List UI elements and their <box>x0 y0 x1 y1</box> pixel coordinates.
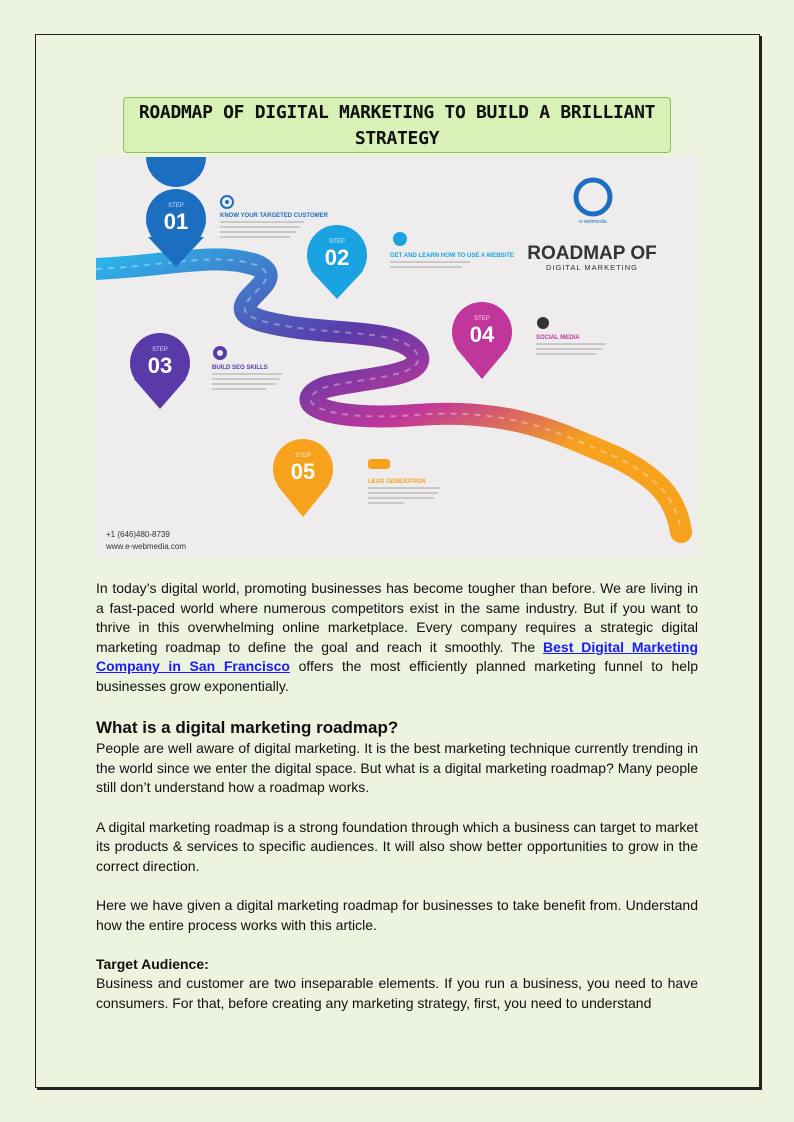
paragraph: A digital marketing roadmap is a strong foundation through which a business can target to market its products & services to specific audiences. It will also show better opportunities to grow in the correct direction. <box>96 818 698 874</box>
infographic-heading: ROADMAP OF <box>527 243 657 264</box>
globe-icon <box>393 232 407 246</box>
brand-logo <box>576 180 610 225</box>
step-pin-03 <box>130 333 190 409</box>
svg-text:STEP: STEP <box>295 453 311 459</box>
step-caption-03 <box>212 346 282 390</box>
roadmap-illustration <box>96 157 698 557</box>
section-heading-roadmap: What is a digital marketing roadmap? <box>96 718 399 738</box>
svg-text:05: 05 <box>290 459 316 484</box>
brand-name: e-webmedia <box>579 219 607 225</box>
step-caption-05 <box>368 459 440 504</box>
section-heading-target-audience: Target Audience: <box>96 955 209 972</box>
handshake-icon <box>368 459 390 469</box>
roadmap-infographic <box>96 157 698 557</box>
svg-text:LEAD GENERATION: LEAD GENERATION <box>368 479 426 485</box>
svg-text:04: 04 <box>469 322 495 347</box>
article-body <box>96 579 698 1013</box>
contact-website: www.e-webmedia.com <box>106 542 187 551</box>
svg-text:SOCIAL MEDIA: SOCIAL MEDIA <box>536 335 580 341</box>
paragraph: Here we have given a digital marketing roadmap for businesses to take benefit from. Understand how the entire process works with this article. <box>96 896 698 933</box>
svg-text:KNOW YOUR TARGETED CUSTOMER: KNOW YOUR TARGETED CUSTOMER <box>220 213 329 219</box>
svg-text:STEP: STEP <box>152 347 168 353</box>
step-pin-05 <box>273 439 333 517</box>
step-pin-02 <box>307 225 367 299</box>
paragraph: Business and customer are two inseparable elements. If you run a business, you need to have consumers. For that, before creating any marketing strategy, first, you need to understand <box>96 975 698 1011</box>
intro-paragraph: In today’s digital world, promoting businesses has become tougher than before. We are living in a fast-paced world where numerous competitors exist in the same industry. But if you want to thrive in this overwhelming online marketplace. Every company requires a strategic digital marketing roadmap to define the goal and reach it smoothly. The Best Digital Marketing Company in San Francisco offers the most efficiently planned marketing funnel to help businesses grow exponentially. <box>96 580 698 694</box>
step-label: STEP <box>168 203 184 209</box>
step-caption-01 <box>220 196 329 238</box>
infographic-subheading: DIGITAL MARKETING <box>545 263 639 272</box>
svg-text:GET AND LEARN HOW TO USE A WEB: GET AND LEARN HOW TO USE A WEBSITE <box>390 253 514 259</box>
svg-text:STEP: STEP <box>474 316 490 322</box>
step-caption-04 <box>536 317 606 355</box>
social-icon <box>537 317 549 329</box>
svg-text:03: 03 <box>147 353 173 378</box>
svg-text:02: 02 <box>324 245 350 270</box>
svg-text:BUILD SEO SKILLS: BUILD SEO SKILLS <box>212 365 268 371</box>
road-path <box>96 259 681 532</box>
best-digital-marketing-link[interactable]: Best Digital Marketing Company in San Francisco <box>96 638 698 675</box>
step-caption-02 <box>390 232 514 268</box>
step-number: 01 <box>163 209 189 234</box>
step-pin-04 <box>452 302 512 379</box>
paragraph: People are well aware of digital marketing. It is the best marketing technique currently trending in the world since we enter the digital space. But what is a digital marketing roadmap? Many people still don’t understand how a roadmap works. <box>96 740 698 796</box>
page-title <box>123 97 671 153</box>
page-title-text: ROADMAP OF DIGITAL MARKETING TO BUILD A BRILLIANT STRATEGY <box>138 102 656 149</box>
svg-text:STEP: STEP <box>329 239 345 245</box>
contact-phone: +1 (646)480-8739 <box>106 530 170 539</box>
